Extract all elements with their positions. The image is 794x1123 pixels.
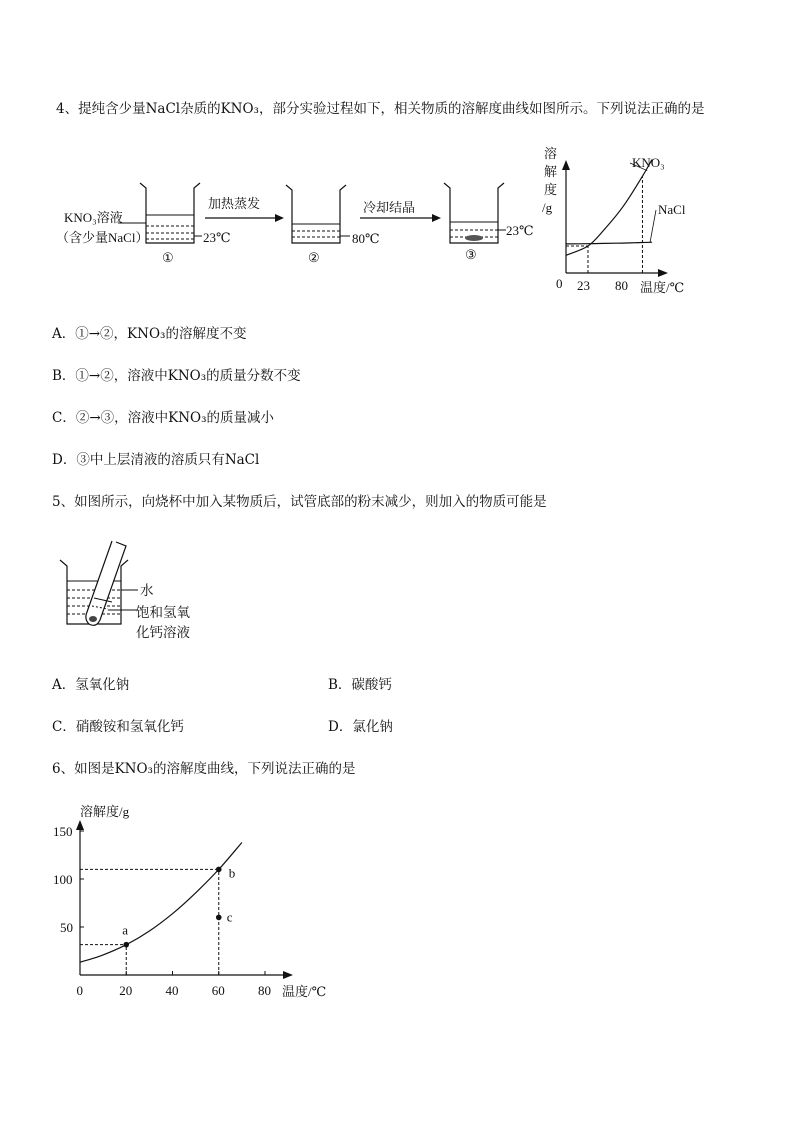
q6-kno3-curve <box>80 843 242 963</box>
q4-origin-label: 0 <box>556 276 563 291</box>
q6-point-b <box>216 867 222 873</box>
beaker-1-temp: 23℃ <box>203 230 231 245</box>
beaker-2-temp: 80℃ <box>352 231 380 246</box>
beaker-1-number: ① <box>162 250 174 265</box>
q6-ytick-label: 100 <box>53 872 73 887</box>
beaker-3-temp: 23℃ <box>506 223 534 238</box>
q6-ytick-label: 50 <box>60 920 73 935</box>
q6-xtick-label: 80 <box>258 983 271 998</box>
q5-stem: 5、如图所示，向烧杯中加入某物质后，试管底部的粉末减少，则加入的物质可能是 <box>52 494 547 510</box>
q4-series-label-kno3: KNO₃ <box>632 155 665 170</box>
beaker-2-number: ② <box>308 250 320 265</box>
q5-water-label: 水 <box>140 583 154 599</box>
q5-solution-label-2: 化钙溶液 <box>136 625 190 641</box>
q4-ylabel-4: /g <box>542 200 553 215</box>
q6-point-label-a: a <box>122 922 129 938</box>
q4-option-a[interactable]: A．①→②，KNO₃的溶解度不变 <box>52 326 247 342</box>
q4-stem: 4、提纯含少量NaCl杂质的KNO₃，部分实验过程如下，相关物质的溶解度曲线如图所示。下列说法正确的是 <box>56 101 705 117</box>
q4-solution-note: （含少量NaCl） <box>56 230 149 245</box>
q6-xtick-label: 20 <box>119 983 133 998</box>
q4-ylabel-3: 度 <box>544 182 558 197</box>
q6-point-a <box>123 942 129 948</box>
q4-solution-label: KNO₃溶液 <box>64 210 123 225</box>
q4-ylabel-1: 溶 <box>544 146 558 161</box>
q5-option-a[interactable]: A．氢氧化钠 <box>52 677 130 693</box>
q5-option-b[interactable]: B．碳酸钙 <box>328 677 392 693</box>
q6-ylabel: 溶解度/g <box>80 804 130 819</box>
step-1-label: 加热蒸发 <box>208 196 261 211</box>
step-2-label: 冷却结晶 <box>363 200 416 215</box>
q6-point-c <box>216 915 222 921</box>
q6-point-label-c: c <box>226 909 233 925</box>
q4-option-d[interactable]: D．③中上层清液的溶质只有NaCl <box>52 452 260 468</box>
q4-xtick-23: 23 <box>577 278 590 293</box>
q6-xtick-label: 60 <box>211 983 225 998</box>
q5-option-c[interactable]: C．硝酸铵和氢氧化钙 <box>52 719 184 735</box>
q6-point-label-b: b <box>228 865 236 881</box>
q4-option-c[interactable]: C．②→③，溶液中KNO₃的质量减小 <box>52 410 275 426</box>
beaker-3-number: ③ <box>465 247 477 262</box>
q5-solution-label-1: 饱和氢氧 <box>136 605 190 621</box>
q4-xlabel: 温度/℃ <box>640 280 685 295</box>
q6-stem: 6、如图是KNO₃的溶解度曲线，下列说法正确的是 <box>52 761 356 777</box>
q6-xlabel: 温度/℃ <box>282 984 327 999</box>
q4-ylabel-2: 解 <box>544 164 558 179</box>
q4-xtick-80: 80 <box>615 278 628 293</box>
q6-xtick-label: 0 <box>76 983 83 998</box>
q4-option-b[interactable]: B．①→②，溶液中KNO₃的质量分数不变 <box>52 368 301 384</box>
q5-option-d[interactable]: D．氯化钠 <box>328 719 393 735</box>
q6-ytick-label: 150 <box>53 824 73 839</box>
q6-xtick-label: 40 <box>165 983 179 998</box>
q4-series-label-nacl: NaCl <box>658 202 686 217</box>
